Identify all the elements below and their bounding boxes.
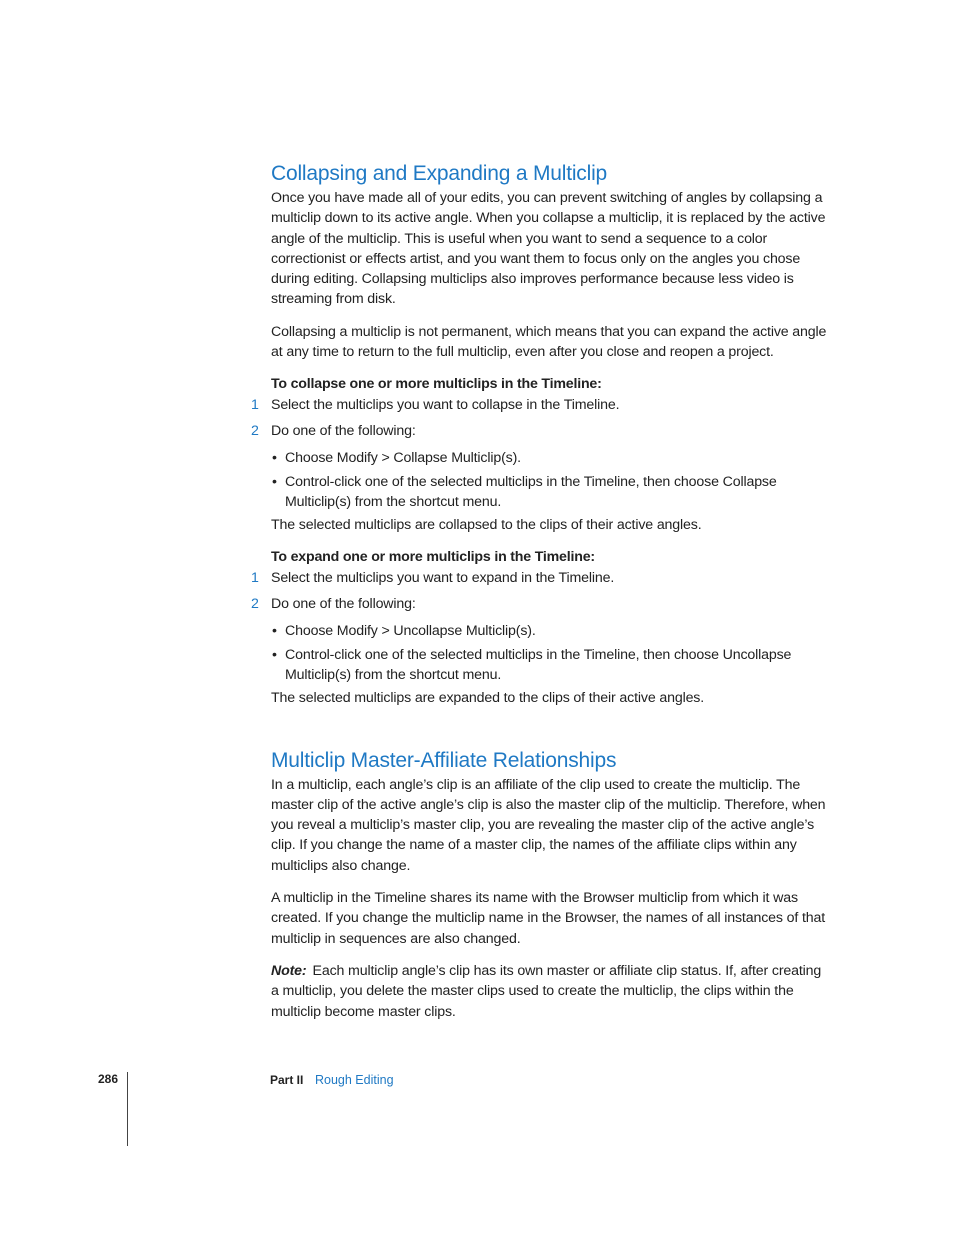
paragraph: Once you have made all of your edits, you can prevent switching of angles by collapsing a multiclip down to its active angle. When you collapse a multiclip, it is replaced by the active angle of the multiclip. This is useful when you want to send a sequence to a color correctionist or effects artist, and you want them to focus only on the angles you chose during editing. Collapsing multiclips also improves performance because less video is streaming from disk. [271, 190, 826, 308]
bullet-item: • Choose Modify > Collapse Multiclip(s). [271, 448, 831, 468]
bullet-icon: • [272, 473, 277, 490]
step-number: 1 [251, 569, 259, 586]
bullet-item: • Choose Modify > Uncollapse Multiclip(s). [271, 621, 831, 641]
paragraph: A multiclip in the Timeline shares its name with the Browser multiclip from which it was created. If you change the multiclip name in the Browser, the names of all instances of that multiclip in sequences are also changed. [271, 890, 826, 947]
step-text: Select the multiclips you want to collapse in the Timeline. [271, 396, 620, 413]
note-label: Note: [271, 962, 307, 979]
note-text: Each multiclip angle’s clip has its own master or affiliate clip status. If, after creating a multiclip, you delete the master clips used to create the multiclip, the clips within the multiclip become master clips. [271, 962, 822, 1020]
note-paragraph [271, 961, 831, 1022]
bullet-list [271, 621, 831, 685]
step-result: The selected multiclips are expanded to the clips of their active angles. [271, 690, 705, 707]
footer-part-label: Part II [270, 1073, 304, 1087]
step-text: Do one of the following: [271, 596, 416, 613]
step-item [251, 594, 831, 614]
step-text: Do one of the following: [271, 422, 416, 439]
bullet-icon: • [272, 623, 277, 640]
step-text: Select the multiclips you want to expand in the Timeline. [271, 569, 615, 586]
step-item [251, 395, 831, 415]
step-number: 1 [251, 396, 259, 413]
section-title-master-affiliate: Multiclip Master-Affiliate Relationships [271, 748, 617, 772]
section-title-collapsing: Collapsing and Expanding a Multiclip [271, 162, 608, 185]
bullet-list [271, 448, 831, 512]
step-result: The selected multiclips are collapsed to the clips of their active angles. [271, 517, 702, 534]
footer-chapter-label: Rough Editing [315, 1073, 394, 1087]
step-number: 2 [251, 596, 259, 613]
bullet-item: • Control-click one of the selected multiclips in the Timeline, then choose Uncollapse Multiclip(s) from the shortcut menu. [272, 646, 792, 683]
bullet-icon: • [272, 450, 277, 467]
step-item [251, 421, 831, 441]
page-number: 286 [98, 1072, 119, 1086]
page-content [251, 160, 831, 1022]
paragraph: In a multiclip, each angle’s clip is an affiliate of the clip used to create the multiclip. The master clip of the active angle’s clip is also the master clip of the multiclip. Therefore, when you reveal a multiclip’s master clip, you are revealing the master clip of the active angle’s clip. If you change the name of a master clip, the names of the affiliate clips within any multiclips also change. [271, 776, 826, 874]
bullet-item: • Control-click one of the selected multiclips in the Timeline, then choose Collapse Multiclip(s) from the shortcut menu. [272, 473, 777, 510]
step-item [251, 568, 831, 588]
task-heading-collapse: To collapse one or more multiclips in the Timeline: [271, 376, 602, 393]
footer-divider [127, 1072, 128, 1146]
task-heading-expand: To expand one or more multiclips in the Timeline: [271, 549, 595, 566]
bullet-icon: • [272, 646, 277, 663]
paragraph: Collapsing a multiclip is not permanent, which means that you can expand the active angle at any time to return to the full multiclip, even after you close and reopen a project. [271, 323, 827, 361]
step-number: 2 [251, 422, 259, 439]
